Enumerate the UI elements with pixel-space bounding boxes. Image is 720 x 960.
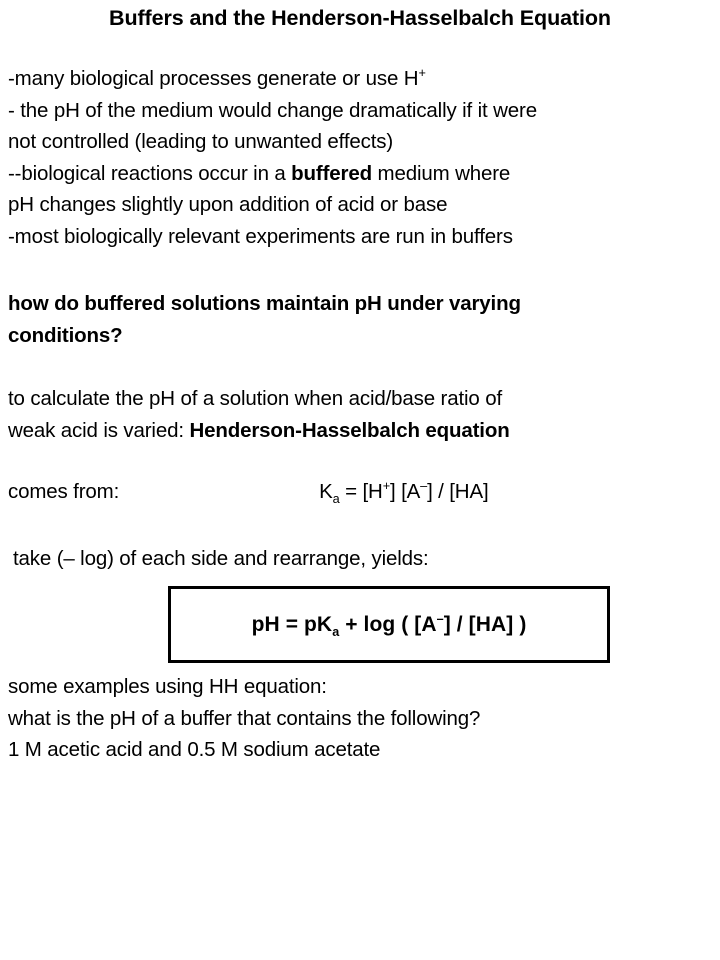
ka-hydrogen-superscript: +	[382, 478, 390, 494]
examples-line-3: 1 M acetic acid and 0.5 M sodium acetate	[8, 738, 381, 761]
purpose-line-2	[8, 415, 718, 447]
ka-mid: ] [A	[389, 480, 421, 503]
ka-subscript: a	[332, 491, 340, 507]
examples-line-1: some examples using HH equation:	[8, 675, 327, 698]
purpose-text-block	[8, 383, 718, 446]
question-line-2: conditions?	[8, 323, 123, 347]
equation-part-3: ] / [HA] )	[443, 612, 527, 636]
examples-line-2: what is the pH of a buffer that contains the following?	[8, 706, 481, 730]
equation-text	[252, 613, 527, 637]
hydrogen-ion-superscript: +	[418, 65, 426, 81]
intro-line-4-post: medium where	[371, 161, 511, 185]
purpose-line-2-pre: weak acid is varied:	[8, 418, 190, 442]
examples-text-block	[8, 671, 718, 766]
ka-line	[8, 476, 718, 508]
intro-line-1-text: -many biological processes generate or use H	[8, 67, 419, 90]
intro-line-3: not controlled (leading to unwanted effects)	[8, 130, 394, 153]
equation-conjugate-base-superscript: –	[436, 611, 444, 626]
intro-line-6: -most biologically relevant experiments are run in buffers	[8, 224, 513, 248]
intro-line-4-pre: --biological reactions occur in a	[8, 161, 292, 185]
question-text-block	[8, 288, 718, 351]
take-log-text: take (– log) of each side and rearrange, yields:	[13, 547, 429, 570]
buffered-emphasis: buffered	[291, 161, 372, 185]
intro-text-block	[8, 63, 718, 252]
intro-line-5: pH changes slightly upon addition of acid or base	[8, 193, 448, 216]
intro-line-1	[8, 63, 718, 95]
ka-equals: = [H	[339, 480, 383, 503]
intro-line-2: - the pH of the medium would change dramatically if it were	[8, 98, 537, 122]
equation-pka-subscript: a	[332, 624, 340, 639]
take-log-line	[13, 543, 720, 575]
equation-part-1: pH = pK	[251, 612, 333, 636]
question-line-1: how do buffered solutions maintain pH under varying	[8, 292, 521, 315]
ka-symbol: K	[319, 480, 333, 503]
comes-from-label: comes from:	[8, 480, 120, 503]
purpose-line-1: to calculate the pH of a solution when acid/base ratio of	[8, 387, 503, 410]
hh-equation-emphasis: Henderson-Hasselbalch equation	[189, 418, 510, 442]
ka-tail: ] / [HA]	[427, 480, 489, 503]
ka-conjugate-base-superscript: –	[420, 478, 428, 494]
intro-line-4	[8, 158, 718, 190]
page-title: Buffers and the Henderson-Hasselbalch Equation	[109, 6, 611, 30]
ka-definition-line	[8, 476, 718, 508]
equation-part-2: + log ( [A	[339, 612, 437, 636]
henderson-hasselbalch-equation-box	[168, 586, 610, 663]
